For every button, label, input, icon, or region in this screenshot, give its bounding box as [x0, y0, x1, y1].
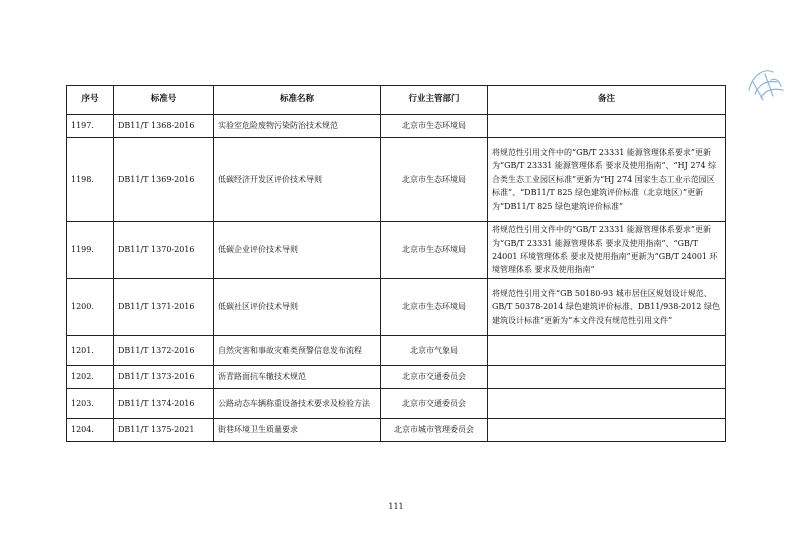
table-row — [67, 366, 726, 389]
row-name: 街巷环境卫生质量要求 — [214, 419, 381, 442]
row-note: 将规范性引用文件中的“GB/T 23331 能源管理体系要求”更新为“GB/T 23331 能源管理体系 要求及使用指南”、“GB/T 24001 环境管理体系 要求及使用指南”更新为“GB/T 24001 环境管理体系 要求及使用指南” — [488, 222, 726, 279]
row-dept: 北京市生态环境局 — [381, 279, 488, 336]
row-name: 沥青路面抗车辙技术规范 — [214, 366, 381, 389]
header-dept: 行业主管部门 — [381, 86, 488, 115]
row-note — [488, 419, 726, 442]
table-row — [67, 138, 726, 222]
standards-table — [66, 85, 726, 442]
row-note — [488, 115, 726, 138]
page-number: 111 — [388, 502, 404, 511]
row-code: DB11/T 1368-2016 — [114, 115, 214, 138]
row-code: DB11/T 1370-2016 — [114, 222, 214, 279]
row-dept: 北京市生态环境局 — [381, 115, 488, 138]
row-name: 低碳企业评价技术导则 — [214, 222, 381, 279]
row-seq: 1199. — [67, 222, 114, 279]
row-name: 实验室危险废物污染防治技术规范 — [214, 115, 381, 138]
row-seq: 1197. — [67, 115, 114, 138]
row-dept: 北京市气象局 — [381, 336, 488, 366]
row-dept: 北京市生态环境局 — [381, 222, 488, 279]
row-name: 低碳社区评价技术导则 — [214, 279, 381, 336]
table-row — [67, 419, 726, 442]
table-row — [67, 222, 726, 279]
row-dept: 北京市城市管理委员会 — [381, 419, 488, 442]
row-code: DB11/T 1373-2016 — [114, 366, 214, 389]
row-name: 低碳经济开发区评价技术导则 — [214, 138, 381, 222]
table-row — [67, 389, 726, 419]
row-note — [488, 336, 726, 366]
row-note — [488, 389, 726, 419]
row-code: DB11/T 1372-2016 — [114, 336, 214, 366]
row-code: DB11/T 1371-2016 — [114, 279, 214, 336]
table-header-row — [67, 86, 726, 115]
row-code: DB11/T 1374-2016 — [114, 389, 214, 419]
row-note — [488, 366, 726, 389]
table-row — [67, 336, 726, 366]
table-row — [67, 115, 726, 138]
row-dept: 北京市交通委员会 — [381, 389, 488, 419]
table-row — [67, 279, 726, 336]
row-name: 自然灾害和事故灾难类预警信息发布流程 — [214, 336, 381, 366]
header-name: 标准名称 — [214, 86, 381, 115]
header-code: 标准号 — [114, 86, 214, 115]
row-seq: 1204. — [67, 419, 114, 442]
row-dept: 北京市交通委员会 — [381, 366, 488, 389]
row-seq: 1202. — [67, 366, 114, 389]
row-seq: 1200. — [67, 279, 114, 336]
row-seq: 1198. — [67, 138, 114, 222]
row-seq: 1201. — [67, 336, 114, 366]
row-seq: 1203. — [67, 389, 114, 419]
row-dept: 北京市生态环境局 — [381, 138, 488, 222]
row-code: DB11/T 1369-2016 — [114, 138, 214, 222]
row-note: 将规范性引用文件中的“GB/T 23331 能源管理体系要求”更新为“GB/T 23331 能源管理体系 要求及使用指南”、“HJ 274 综合类生态工业园区标准”更新为“HJ 274 国家生态工业示范园区标准”、“DB11/T 825 绿色建筑评价标准（北京地区）”更新为“DB11/T 825 绿色建筑评价标准” — [488, 138, 726, 222]
header-seq: 序号 — [67, 86, 114, 115]
row-code: DB11/T 1375-2021 — [114, 419, 214, 442]
row-name: 公路动态车辆称重设备技术要求及检验方法 — [214, 389, 381, 419]
row-note: 将规范性引用文件“GB 50180-93 城市居住区规划设计规范、GB/T 50378-2014 绿色建筑评价标准、DB11/938-2012 绿色建筑设计标准”更新为“本文件没有规范性引用文件” — [488, 279, 726, 336]
stamp-icon — [743, 60, 789, 106]
header-note: 备注 — [488, 86, 726, 115]
